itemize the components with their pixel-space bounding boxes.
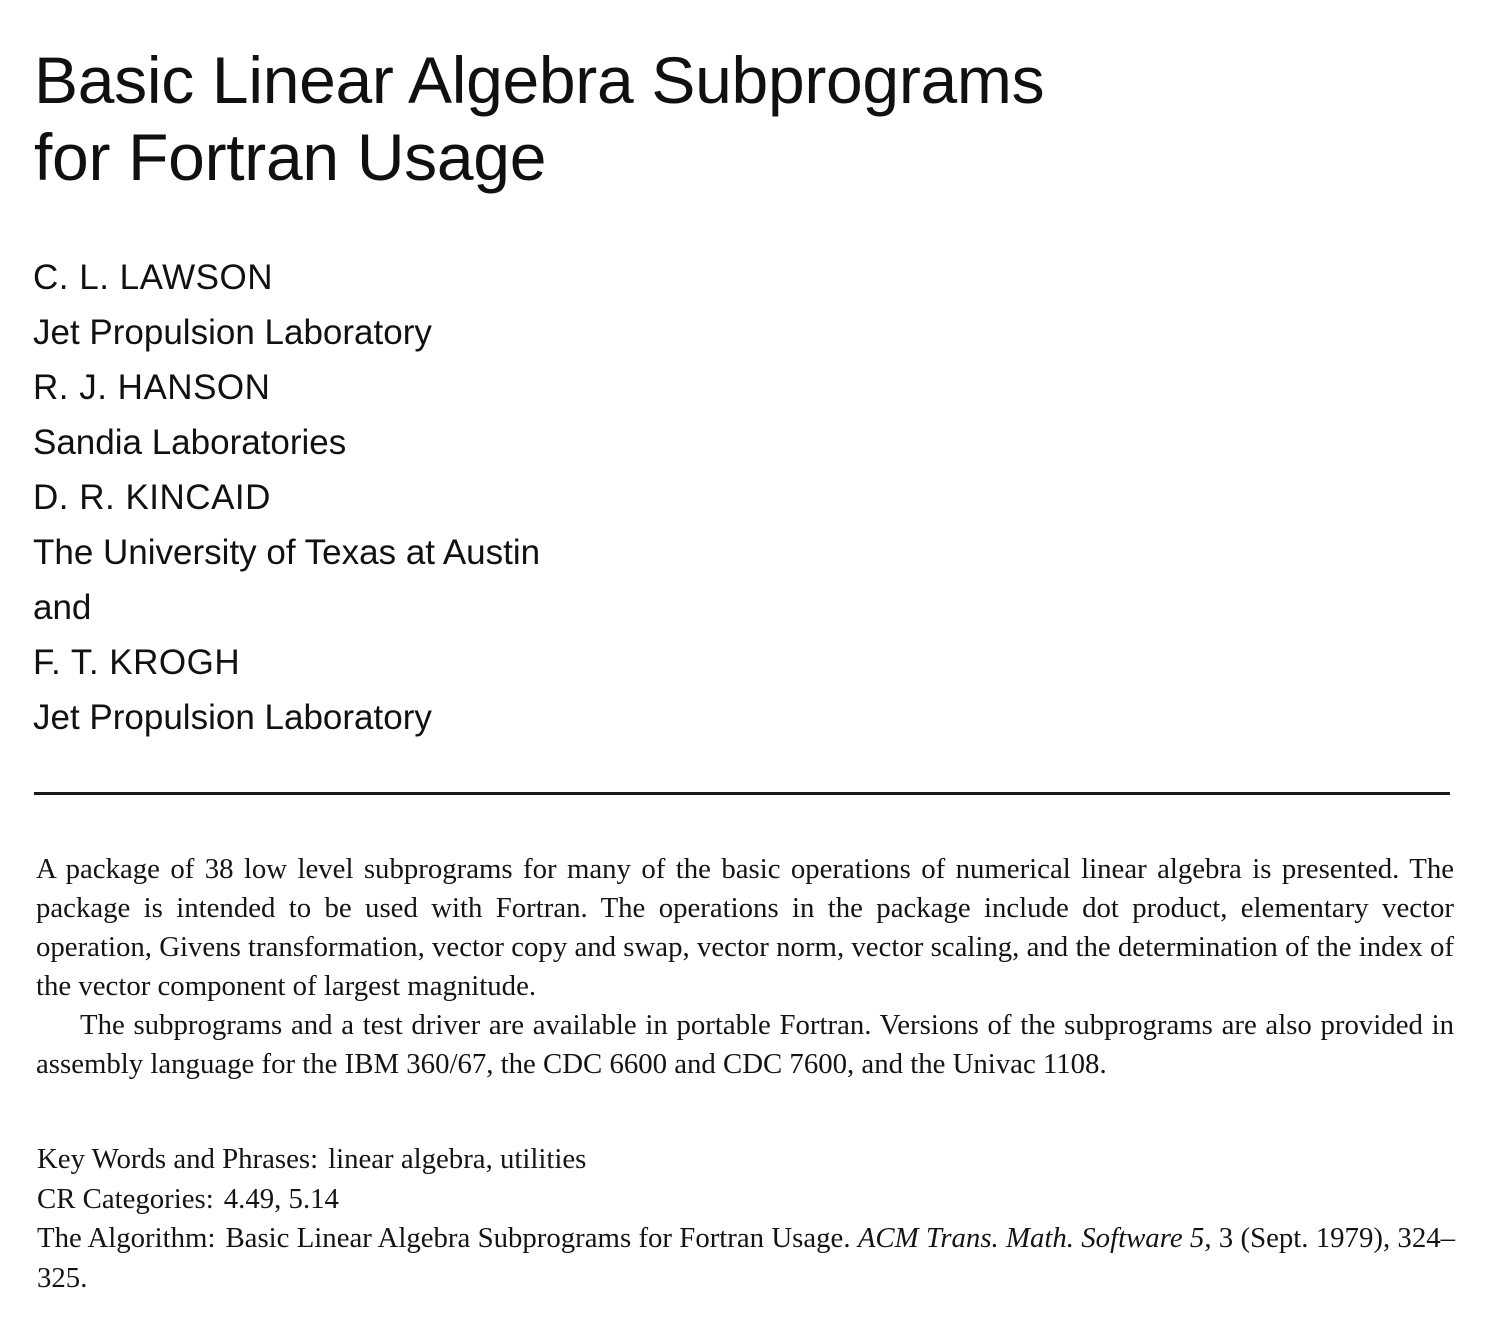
title-line-1: Basic Linear Algebra Subprograms — [34, 43, 1045, 117]
algorithm-label: The Algorithm: — [37, 1222, 216, 1254]
abstract — [36, 850, 1454, 1084]
cr-categories-row — [37, 1180, 1455, 1220]
journal-name: ACM Trans. Math. Software — [857, 1222, 1183, 1254]
paper-title — [34, 42, 1044, 196]
journal-volume: 5 — [1189, 1222, 1205, 1254]
abstract-paragraph-2: The subprograms and a test driver are available in portable Fortran. Versions of the subprograms are also provided in assembly language for the IBM 360/67, the CDC 6600 and CDC 7600, and the Univac 1108. — [36, 1009, 1454, 1080]
cr-categories-label: CR Categories: — [37, 1182, 214, 1215]
keywords-label: Key Words and Phrases: — [37, 1143, 319, 1175]
paper-metadata — [37, 1140, 1455, 1298]
author-name: F. T. KROGH — [33, 643, 241, 682]
algorithm-text: Basic Linear Algebra Subprograms for Fortran Usage. — [225, 1222, 851, 1254]
author-name: D. R. KINCAID — [33, 478, 271, 517]
section-divider — [34, 792, 1450, 795]
author-affiliation: Jet Propulsion Laboratory — [33, 698, 432, 737]
author-affiliation: Sandia Laboratories — [33, 423, 347, 462]
cr-categories-value: 4.49, 5.14 — [223, 1182, 339, 1215]
author-block — [33, 250, 540, 745]
author-name: R. J. HANSON — [33, 368, 271, 407]
author-conjunction: and — [33, 588, 92, 627]
keywords-value: linear algebra, utilities — [328, 1143, 587, 1175]
algorithm-citation — [37, 1219, 1455, 1298]
author-name: C. L. LAWSON — [33, 258, 274, 297]
journal-issue-info: , 3 (Sept. 1979), 324–325. — [37, 1222, 1456, 1294]
keywords-row — [37, 1140, 1455, 1180]
author-affiliation: Jet Propulsion Laboratory — [33, 313, 432, 352]
author-affiliation: The University of Texas at Austin — [33, 533, 541, 572]
abstract-paragraph-1: A package of 38 low level subprograms for many of the basic operations of numerical linear algebra is presented. The package is intended to be used with Fortran. The operations in the package include dot product, elementary vector operation, Givens transformation, vector copy and swap, vector norm, vector scaling, and the determination of the index of the vector component of largest magnitude. — [36, 853, 1454, 1002]
title-line-2: for Fortran Usage — [34, 120, 547, 194]
